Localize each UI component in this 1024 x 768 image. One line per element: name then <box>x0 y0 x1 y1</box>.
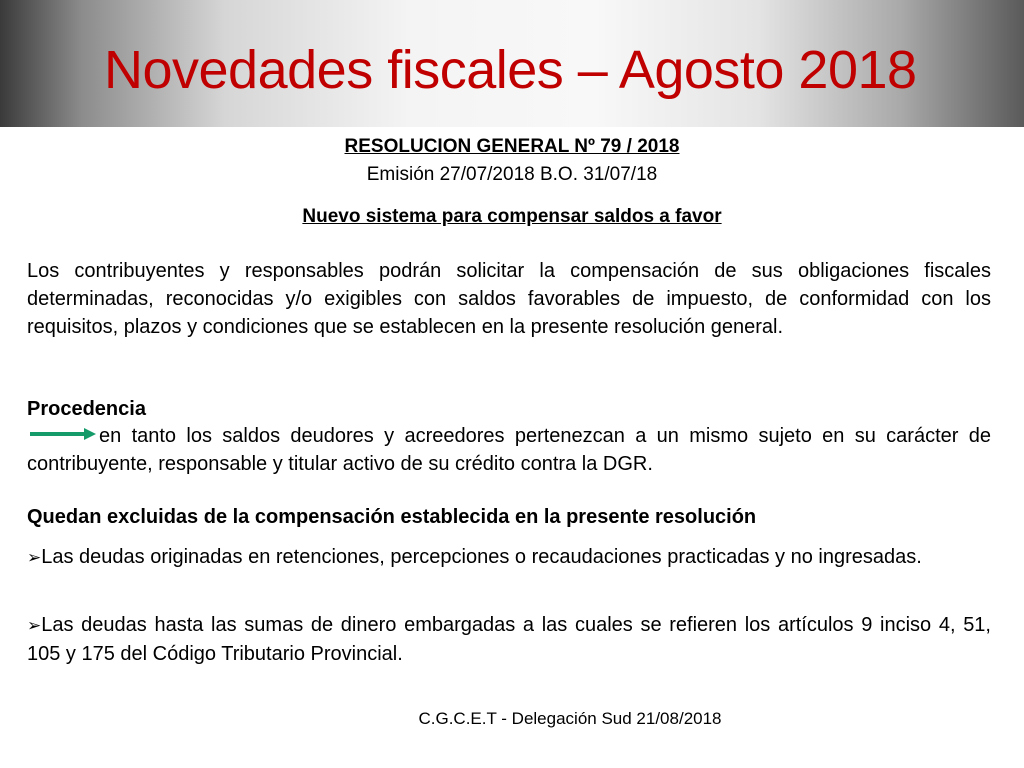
list-item <box>27 611 991 668</box>
footer-text: C.G.C.E.T - Delegación Sud 21/08/2018 <box>418 709 722 728</box>
emission-date: Emisión 27/07/2018 B.O. 31/07/18 <box>366 164 658 185</box>
procedencia-label: Procedencia <box>27 398 146 420</box>
list-item-text: Las deudas originadas en retenciones, percepciones o recaudaciones practicadas y no ingresadas. <box>41 546 922 568</box>
intro-paragraph: Los contribuyentes y responsables podrán solicitar la compensación de sus obligaciones fiscales determinadas, reconocidas y/o exigibles con saldos favorables de impuesto, de conformidad con los requisitos, plazos y condiciones que se establecen en la presente resolución general. <box>27 260 991 338</box>
resolution-subject: Nuevo sistema para compensar saldos a favor <box>302 206 722 227</box>
procedencia-paragraph <box>27 422 991 478</box>
arrowhead-bullet-icon: ➢ <box>27 548 42 568</box>
footer <box>0 709 1024 729</box>
resolution-title: RESOLUCION GENERAL Nº 79 / 2018 <box>344 136 680 157</box>
list-item-text: Las deudas hasta las sumas de dinero embargadas a las cuales se refieren los artículos 9 inciso 4, 51, 105 y 175 del Código Tributario Provincial. <box>27 614 991 665</box>
list-item <box>27 543 991 572</box>
slide-title: Novedades fiscales – Agosto 2018 <box>104 40 917 100</box>
arrowhead-bullet-icon: ➢ <box>27 616 42 636</box>
procedencia-text: en tanto los saldos deudores y acreedores pertenezcan a un mismo sujeto en su carácter de contribuyente, responsable y titular activo de su crédito contra la DGR. <box>27 425 991 475</box>
title-banner <box>0 0 1024 127</box>
exclusions-label: Quedan excluidas de la compensación establecida en la presente resolución <box>27 506 757 528</box>
